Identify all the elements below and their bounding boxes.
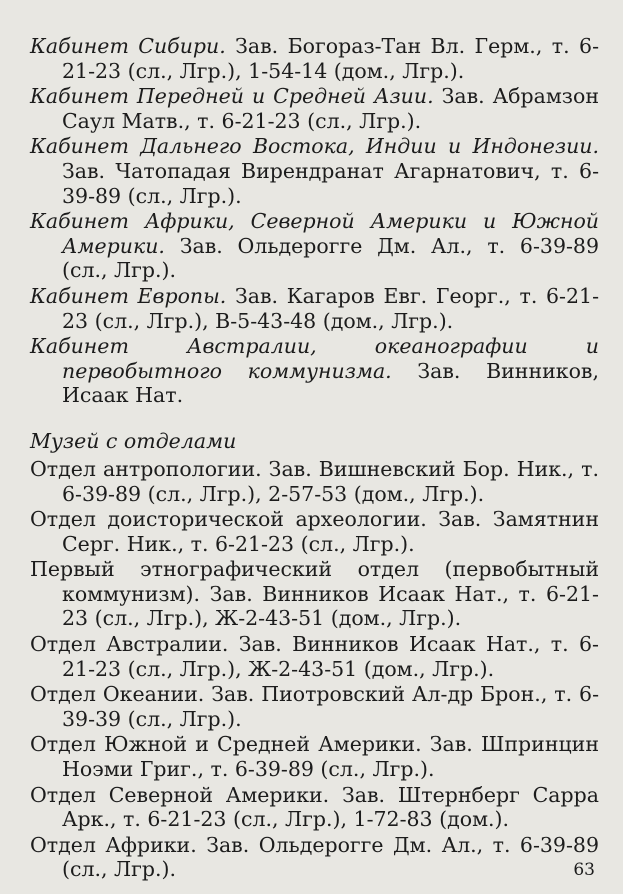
cabinet-name: Кабинет Европы. bbox=[30, 283, 227, 308]
cabinet-entry bbox=[30, 334, 599, 408]
cabinet-entry bbox=[30, 84, 599, 133]
cabinet-name: Кабинет Сибири. bbox=[30, 34, 226, 58]
cabinet-details: Зав. Абрамзон Саул Матв., т. 6-21-23 (сл., Лгр.). bbox=[62, 84, 599, 133]
cabinet-entry bbox=[30, 34, 599, 83]
department-entry: Отдел Африки. Зав. Ольдерогге Дм. Ал., т. 6-39-89 (сл., Лгр.). bbox=[30, 832, 599, 882]
department-entry: Отдел антропологии. Зав. Вишневский Бор. Ник., т. 6-39-89 (сл., Лгр.), 2-57-53 (дом., Лгр.). bbox=[30, 456, 599, 506]
department-entry: Отдел Океании. Зав. Пиотровский Ал-др Брон., т. 6-39-39 (сл., Лгр.). bbox=[30, 682, 599, 731]
department-entry: Отдел доисторической археологии. Зав. Замятнин Серг. Ник., т. 6-21-23 (сл., Лгр.). bbox=[30, 507, 599, 556]
cabinet-details: Зав. Богораз-Тан Вл. Герм., т. 6-21-23 (сл., Лгр.), 1-54-14 (дом., Лгр.). bbox=[62, 34, 599, 83]
cabinet-name: Кабинет Дальнего Востока, Индии и Индонезии. bbox=[30, 134, 599, 159]
department-entry: Отдел Северной Америки. Зав. Штернберг Сарра Арк., т. 6-21-23 (сл., Лгр.), 1-72-83 (дом.). bbox=[30, 782, 599, 832]
cabinet-details: Зав. Чатопадая Вирендранат Агарнатович, т. 6-39-89 (сл., Лгр.). bbox=[62, 158, 599, 208]
cabinet-name: Кабинет Австралии, океанографии и первобытного коммунизма. bbox=[30, 334, 599, 383]
cabinet-entry bbox=[30, 284, 599, 333]
page-number: 63 bbox=[573, 860, 595, 880]
cabinet-entry bbox=[30, 209, 599, 283]
cabinet-name: Кабинет Передней и Средней Азии. bbox=[30, 84, 434, 109]
museum-section-heading: Музей с отделами bbox=[30, 428, 237, 453]
cabinet-details: Зав. Ольдерогге Дм. Ал., т. 6-39-89 (сл., Лгр.). bbox=[62, 233, 599, 283]
cabinet-entry bbox=[30, 134, 599, 208]
department-entry: Первый этнографический отдел (первобытный коммунизм). Зав. Винников Исаак Нат., т. 6-21-23 (сл., Лгр.), Ж-2-43-51 (дом., Лгр.). bbox=[30, 557, 599, 631]
department-entry: Отдел Южной и Средней Америки. Зав. Шпринцин Ноэми Григ., т. 6-39-89 (сл., Лгр.). bbox=[30, 732, 599, 782]
cabinet-name: Кабинет Африки, Северной Америки и Южной Америки. bbox=[30, 209, 599, 258]
department-entry: Отдел Австралии. Зав. Винников Исаак Нат., т. 6-21-23 (сл., Лгр.), Ж-2-43-51 (дом., Лгр.). bbox=[30, 632, 599, 681]
cabinet-details: Зав. Кагаров Евг. Георг., т. 6-21-23 (сл., Лгр.), В-5-43-48 (дом., Лгр.). bbox=[62, 283, 599, 333]
cabinet-details: Зав. Винников, Исаак Нат. bbox=[62, 358, 599, 408]
